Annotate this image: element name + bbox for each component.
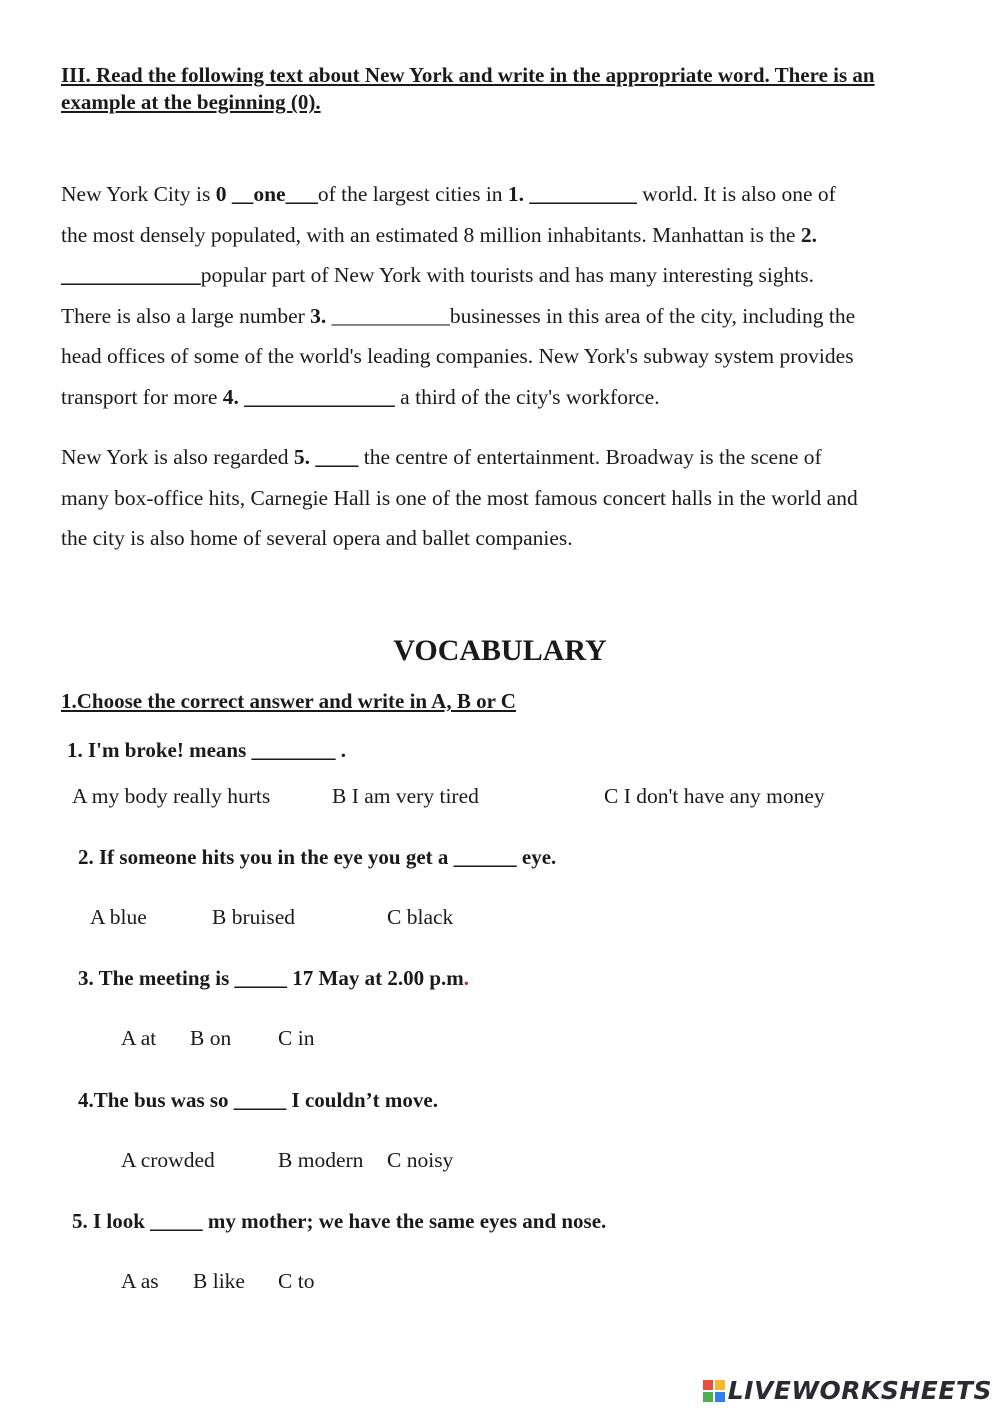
vocabulary-title: VOCABULARY — [393, 634, 607, 667]
paragraph-line: head offices of some of the world's leading companies. New York's subway system provides — [61, 344, 854, 368]
red-period: . — [463, 966, 470, 990]
logo-square — [703, 1380, 713, 1390]
option-c[interactable]: C black — [387, 905, 454, 929]
option-c[interactable]: C I don't have any money — [604, 784, 825, 808]
option-b[interactable]: B bruised — [212, 905, 296, 929]
item-number: 2. — [800, 223, 817, 247]
text: the centre of entertainment. Broadway is the scene of — [358, 445, 822, 469]
blank-1[interactable]: 1. __________ — [507, 182, 637, 206]
example-answer: __one___ — [226, 182, 318, 206]
text: transport for more — [61, 385, 223, 409]
option-c[interactable]: C noisy — [387, 1148, 454, 1172]
item-number: 0 — [215, 182, 227, 206]
option-a[interactable]: A as — [121, 1269, 159, 1293]
liveworksheets-logo — [703, 1376, 992, 1405]
option-b[interactable]: B modern — [278, 1148, 364, 1172]
option-c[interactable]: C to — [278, 1269, 315, 1293]
blank-4[interactable]: 4. ______________ — [222, 385, 395, 409]
question-4: 4.The bus was so _____ I couldn’t move. — [78, 1088, 438, 1112]
paragraph-line — [61, 263, 814, 288]
section-heading: III. Read the following text about New York and write in the appropriate word. There is an example at the beginning (0). — [61, 63, 875, 114]
question-3 — [78, 966, 469, 991]
paragraph-line: the city is also home of several opera and ballet companies. — [61, 526, 573, 550]
option-b[interactable]: B on — [190, 1026, 232, 1050]
logo-square — [703, 1392, 713, 1402]
option-a[interactable]: A at — [121, 1026, 157, 1050]
item-number: 3. — [310, 304, 327, 328]
paragraph-line — [61, 304, 855, 329]
option-a[interactable]: A blue — [90, 905, 147, 929]
logo-icon — [703, 1380, 725, 1402]
paragraph-line — [61, 445, 822, 470]
paragraph-line — [61, 182, 836, 207]
text: New York City is — [61, 182, 216, 206]
text: a third of the city's workforce. — [394, 385, 660, 409]
option-b[interactable]: B I am very tired — [332, 784, 479, 808]
text: world. It is also one of — [636, 182, 836, 206]
logo-square — [715, 1380, 725, 1390]
blank-3[interactable]: ___________businesses in this area of the city, including the — [326, 304, 856, 328]
option-b[interactable]: B like — [193, 1269, 245, 1293]
option-a[interactable]: A my body really hurts — [72, 784, 271, 808]
question-2: 2. If someone hits you in the eye you get a ______ eye. — [78, 845, 557, 869]
text: New York is also regarded — [61, 445, 294, 469]
vocabulary-instruction: 1.Choose the correct answer and write in A, B or C — [61, 689, 516, 713]
paragraph-line — [61, 223, 817, 248]
text: There is also a large number — [61, 304, 311, 328]
logo-square — [715, 1392, 725, 1402]
question-text: 3. The meeting is _____ 17 May at 2.00 p.m — [78, 966, 464, 990]
text: the most densely populated, with an estimated 8 million inhabitants. Manhattan is the — [61, 223, 801, 247]
question-5: 5. I look _____ my mother; we have the same eyes and nose. — [72, 1209, 607, 1233]
text: of the largest cities in — [317, 182, 508, 206]
text: popular part of New York with tourists and has many interesting sights. — [200, 263, 815, 287]
logo-text: LIVEWORKSHEETS — [727, 1376, 992, 1405]
blank-5[interactable]: 5. ____ — [293, 445, 359, 469]
blank-2[interactable]: _____________ — [61, 263, 201, 287]
option-c[interactable]: C in — [278, 1026, 315, 1050]
question-1: 1. I'm broke! means ________ . — [67, 738, 347, 762]
paragraph-line — [61, 385, 660, 410]
paragraph-line: many box-office hits, Carnegie Hall is one of the most famous concert halls in the world and — [61, 486, 858, 510]
option-a[interactable]: A crowded — [121, 1148, 215, 1172]
